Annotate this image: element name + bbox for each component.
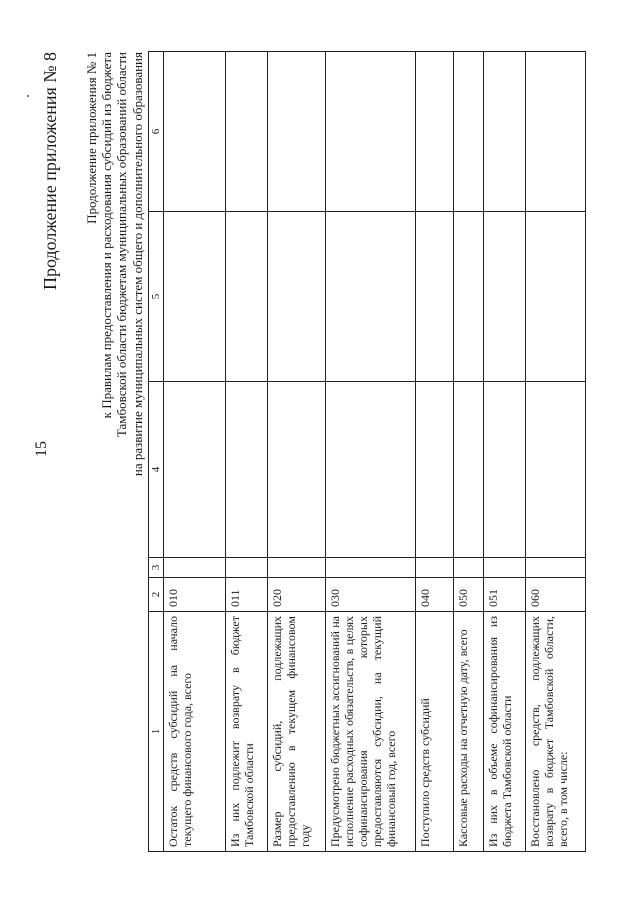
page-number: 15 xyxy=(33,441,50,457)
table-row xyxy=(416,52,454,852)
appendix-header-line: Продолжение приложения № 1 xyxy=(84,52,99,224)
empty-cell xyxy=(484,558,526,578)
table-row xyxy=(454,52,484,852)
empty-cell xyxy=(226,558,268,578)
empty-cell xyxy=(326,382,416,558)
empty-cell xyxy=(526,212,586,382)
column-number-cell: 5 xyxy=(149,212,164,382)
empty-cell xyxy=(454,212,484,382)
column-number-cell: 3 xyxy=(149,558,164,578)
table-row xyxy=(484,52,526,852)
empty-cell xyxy=(164,382,226,558)
empty-cell xyxy=(326,558,416,578)
row-code-cell: 011 xyxy=(226,578,268,612)
empty-cell xyxy=(226,212,268,382)
row-label-cell: Из них подлежит возврату в бюджет Тамбовской области xyxy=(226,612,268,852)
empty-cell xyxy=(416,212,454,382)
row-code-cell: 040 xyxy=(416,578,454,612)
row-label-cell: Поступило средств субсидий xyxy=(416,612,454,852)
column-number-cell: 6 xyxy=(149,52,164,212)
rotated-document-canvas xyxy=(40,52,600,852)
column-number-row xyxy=(149,52,164,852)
appendix-header-line: на развитие муниципальных систем общего и дополнительного образования xyxy=(129,52,145,477)
row-code-cell: 030 xyxy=(326,578,416,612)
empty-cell xyxy=(164,52,226,212)
empty-cell xyxy=(416,382,454,558)
table-row xyxy=(164,52,226,852)
row-label-cell: Кассовые расходы на отчетную дату, всего xyxy=(454,612,484,852)
empty-cell xyxy=(268,558,326,578)
empty-cell xyxy=(268,52,326,212)
empty-cell xyxy=(454,558,484,578)
table-row xyxy=(326,52,416,852)
continuation-title: Продолжение приложения № 8 xyxy=(40,52,60,291)
subsidy-report-table xyxy=(148,51,586,852)
column-number-cell: 1 xyxy=(149,612,164,852)
empty-cell xyxy=(326,212,416,382)
row-label-cell: Из них в объеме софинансирования из бюджета Тамбовской области xyxy=(484,612,526,852)
empty-cell xyxy=(164,212,226,382)
empty-cell xyxy=(416,558,454,578)
empty-cell xyxy=(484,52,526,212)
empty-cell xyxy=(454,52,484,212)
empty-cell xyxy=(326,52,416,212)
row-label-cell: Остаток средств субсидий на начало текущего финансового года, всего xyxy=(164,612,226,852)
appendix-header-line: Тамбовской области бюджетам муниципальных образований области xyxy=(114,52,130,438)
empty-cell xyxy=(164,558,226,578)
empty-cell xyxy=(226,382,268,558)
empty-cell xyxy=(268,212,326,382)
table-row xyxy=(268,52,326,852)
column-number-cell: 2 xyxy=(149,578,164,612)
scan-artifact-dot xyxy=(27,95,29,97)
empty-cell xyxy=(416,52,454,212)
row-code-cell: 060 xyxy=(526,578,586,612)
empty-cell xyxy=(526,558,586,578)
table-row xyxy=(526,52,586,852)
row-code-cell: 050 xyxy=(454,578,484,612)
empty-cell xyxy=(484,212,526,382)
row-label-cell: Размер субсидий, подлежащих предоставлению в текущем финансовом году xyxy=(268,612,326,852)
row-label-cell: Восстановлено средств, подлежащих возврату в бюджет Тамбовской области, всего, в том числе: xyxy=(526,612,586,852)
row-code-cell: 051 xyxy=(484,578,526,612)
table-row xyxy=(226,52,268,852)
column-number-cell: 4 xyxy=(149,382,164,558)
empty-cell xyxy=(484,382,526,558)
empty-cell xyxy=(526,382,586,558)
row-code-cell: 010 xyxy=(164,578,226,612)
empty-cell xyxy=(526,52,586,212)
appendix-header-line: к Правилам предоставления и расходования субсидий из бюджета xyxy=(99,52,115,419)
empty-cell xyxy=(454,382,484,558)
row-label-cell: Предусмотрено бюджетных ассигнований на исполнение расходных обязательств, в целях софинансирования которых предоставляются субсидии, на текущий финансовый год, всего xyxy=(326,612,416,852)
empty-cell xyxy=(226,52,268,212)
empty-cell xyxy=(268,382,326,558)
row-code-cell: 020 xyxy=(268,578,326,612)
appendix-header xyxy=(84,52,145,476)
